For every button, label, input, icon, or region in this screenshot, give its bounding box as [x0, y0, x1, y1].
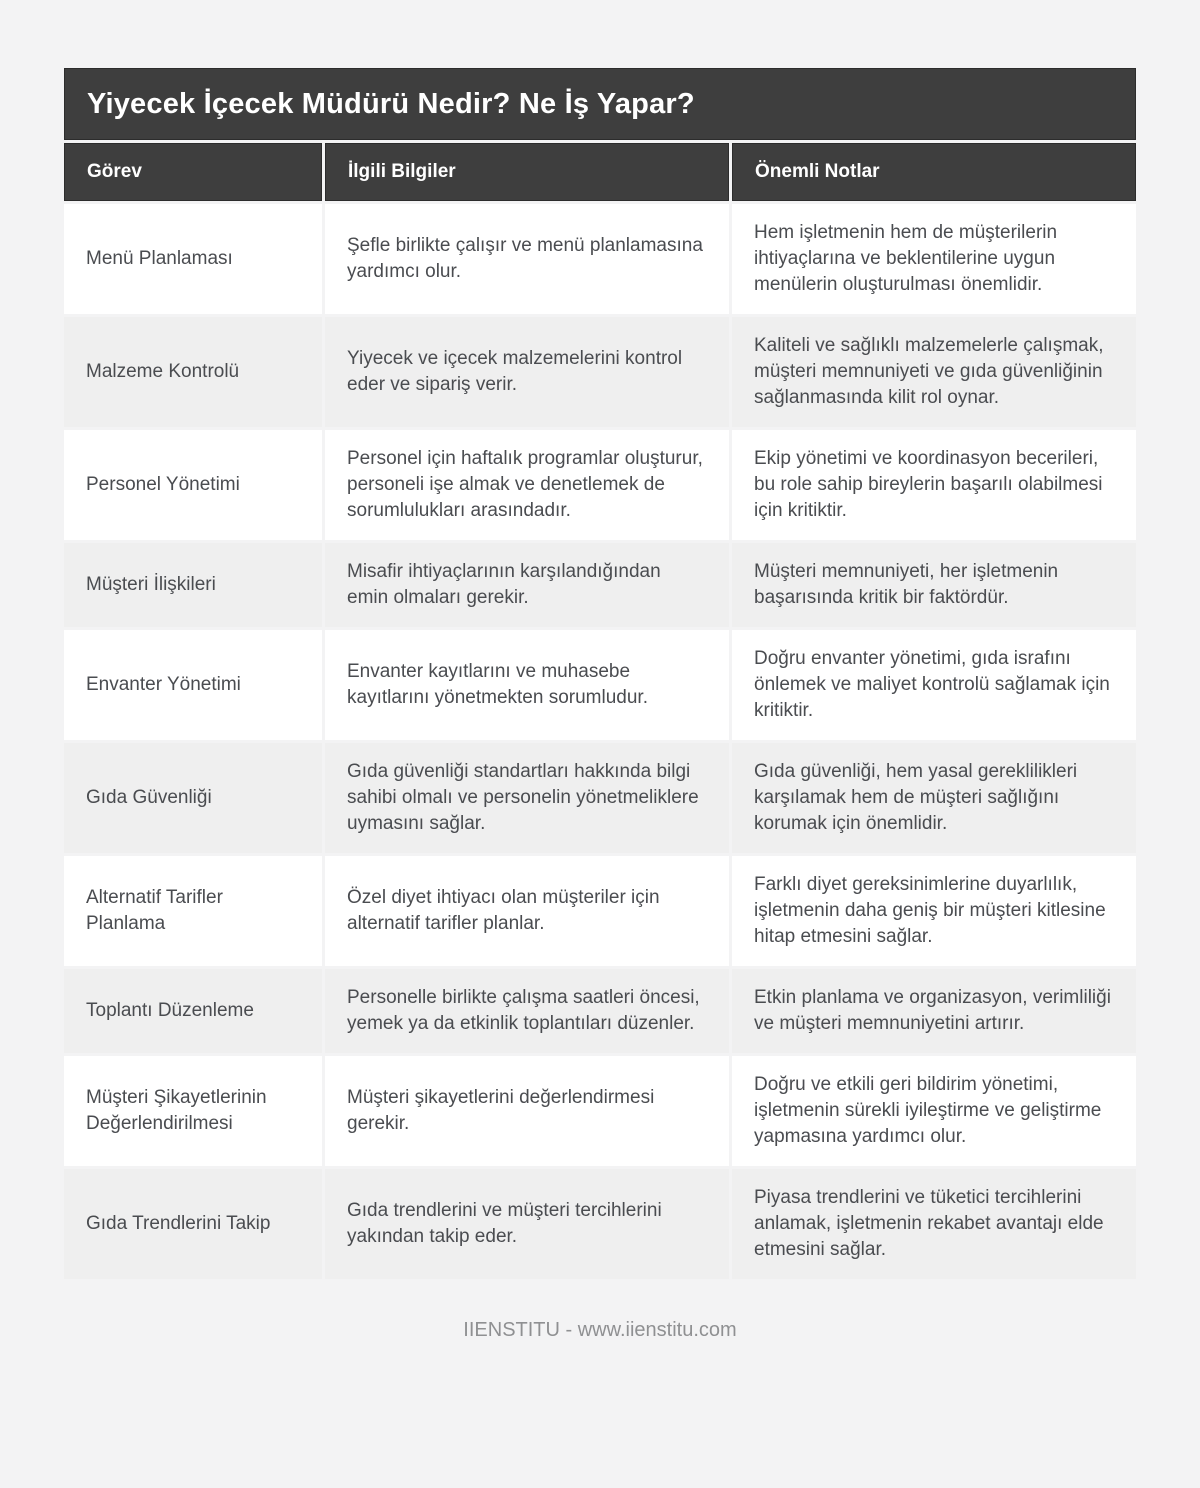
info-cell: Yiyecek ve içecek malzemelerini kontrol eder ve sipariş verir.	[325, 317, 729, 427]
task-cell: Müşteri İlişkileri	[64, 543, 322, 627]
info-cell: Şefle birlikte çalışır ve menü planlamasına yardımcı olur.	[325, 204, 729, 314]
title-bar	[64, 68, 1136, 140]
footer-credit: IIENSTITU - www.iienstitu.com	[463, 1319, 737, 1341]
column-header-gorev: Görev	[64, 143, 322, 201]
notes-cell: Ekip yönetimi ve koordinasyon becerileri, bu role sahip bireylerin başarılı olabilmesi için kritiktir.	[732, 430, 1136, 540]
notes-cell: Farklı diyet gereksinimlerine duyarlılık, işletmenin daha geniş bir müşteri kitlesine hitap etmesini sağlar.	[732, 856, 1136, 966]
task-cell: Malzeme Kontrolü	[64, 317, 322, 427]
info-cell: Gıda trendlerini ve müşteri tercihlerini yakından takip eder.	[325, 1169, 729, 1279]
job-duties-table	[64, 68, 1136, 1279]
table-row	[64, 317, 1136, 427]
table-row	[64, 969, 1136, 1053]
task-cell: Personel Yönetimi	[64, 430, 322, 540]
table-row	[64, 743, 1136, 853]
task-cell: Gıda Trendlerini Takip	[64, 1169, 322, 1279]
task-cell: Toplantı Düzenleme	[64, 969, 322, 1053]
info-cell: Personelle birlikte çalışma saatleri öncesi, yemek ya da etkinlik toplantıları düzenler.	[325, 969, 729, 1053]
task-cell: Müşteri Şikayetlerinin Değerlendirilmesi	[64, 1056, 322, 1166]
info-cell: Gıda güvenliği standartları hakkında bilgi sahibi olmalı ve personelin yönetmeliklere uymasını sağlar.	[325, 743, 729, 853]
notes-cell: Piyasa trendlerini ve tüketici tercihlerini anlamak, işletmenin rekabet avantajı elde etmesini sağlar.	[732, 1169, 1136, 1279]
task-cell: Gıda Güvenliği	[64, 743, 322, 853]
table-row	[64, 1056, 1136, 1166]
notes-cell: Müşteri memnuniyeti, her işletmenin başarısında kritik bir faktördür.	[732, 543, 1136, 627]
info-cell: Misafir ihtiyaçlarının karşılandığından emin olmaları gerekir.	[325, 543, 729, 627]
notes-cell: Etkin planlama ve organizasyon, verimliliği ve müşteri memnuniyetini artırır.	[732, 969, 1136, 1053]
column-header-onemli-notlar: Önemli Notlar	[732, 143, 1136, 201]
info-cell: Müşteri şikayetlerini değerlendirmesi gerekir.	[325, 1056, 729, 1166]
table-row	[64, 543, 1136, 627]
info-cell: Envanter kayıtlarını ve muhasebe kayıtlarını yönetmekten sorumludur.	[325, 630, 729, 740]
task-cell: Alternatif Tarifler Planlama	[64, 856, 322, 966]
notes-cell: Doğru envanter yönetimi, gıda israfını önlemek ve maliyet kontrolü sağlamak için kritiktir.	[732, 630, 1136, 740]
column-header-ilgili-bilgiler: İlgili Bilgiler	[325, 143, 729, 201]
notes-cell: Hem işletmenin hem de müşterilerin ihtiyaçlarına ve beklentilerine uygun menülerin oluşturulması önemlidir.	[732, 204, 1136, 314]
notes-cell: Kaliteli ve sağlıklı malzemelerle çalışmak, müşteri memnuniyeti ve gıda güvenliğinin sağlanmasında kilit rol oynar.	[732, 317, 1136, 427]
table-header-row	[64, 143, 1136, 201]
info-cell: Özel diyet ihtiyacı olan müşteriler için alternatif tarifler planlar.	[325, 856, 729, 966]
notes-cell: Doğru ve etkili geri bildirim yönetimi, işletmenin sürekli iyileştirme ve geliştirme yapmasına yardımcı olur.	[732, 1056, 1136, 1166]
task-cell: Menü Planlaması	[64, 204, 322, 314]
task-cell: Envanter Yönetimi	[64, 630, 322, 740]
table-row	[64, 430, 1136, 540]
info-cell: Personel için haftalık programlar oluşturur, personeli işe almak ve denetlemek de sorumlulukları arasındadır.	[325, 430, 729, 540]
table-row	[64, 630, 1136, 740]
page-title: Yiyecek İçecek Müdürü Nedir? Ne İş Yapar?	[87, 87, 695, 120]
table-row	[64, 204, 1136, 314]
notes-cell: Gıda güvenliği, hem yasal gereklilikleri karşılamak hem de müşteri sağlığını korumak için önemlidir.	[732, 743, 1136, 853]
table-row	[64, 856, 1136, 966]
table-row	[64, 1169, 1136, 1279]
